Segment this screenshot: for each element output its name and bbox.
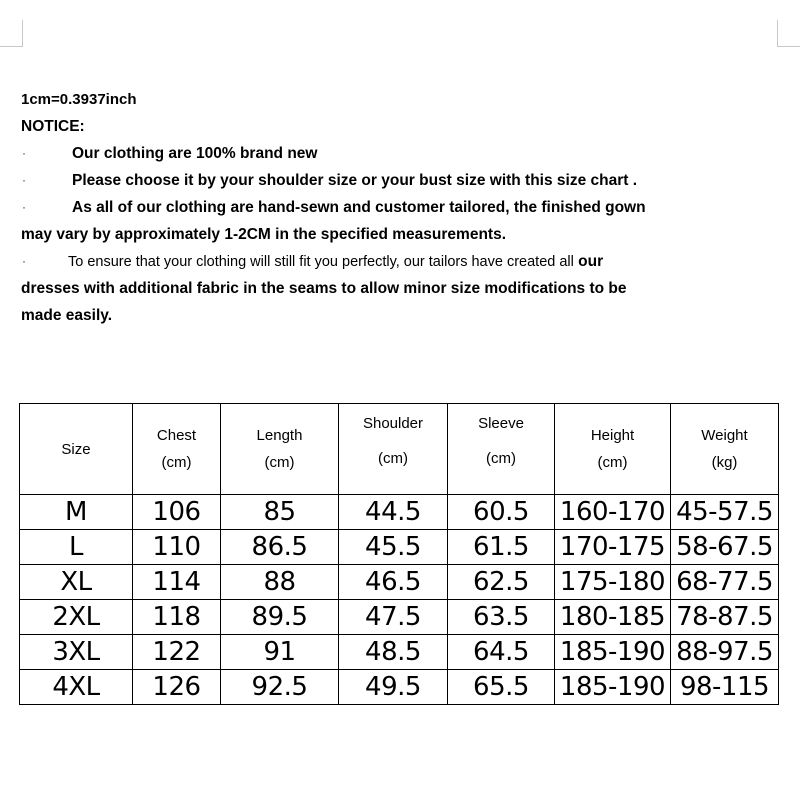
cell-height: 180-185 [555, 600, 671, 635]
bullet-dot: · [22, 146, 26, 160]
cell-weight: 88-97.5 [671, 635, 779, 670]
cell-length: 86.5 [221, 530, 339, 565]
cell-sleeve: 60.5 [448, 495, 555, 530]
cell-weight: 58-67.5 [671, 530, 779, 565]
cell-size: 4XL [20, 670, 133, 705]
bullet-dot: · [22, 173, 26, 187]
header-chest: Chest (cm) [133, 404, 221, 495]
cell-chest: 122 [133, 635, 221, 670]
cell-chest: 126 [133, 670, 221, 705]
notice-section [21, 86, 781, 329]
cell-sleeve: 61.5 [448, 530, 555, 565]
header-size: Size [20, 404, 133, 495]
notice-text-continued: may vary by approximately 1-2CM in the specified measurements. [21, 226, 506, 243]
header-weight: Weight (kg) [671, 404, 779, 495]
table-row [20, 530, 779, 565]
cell-length: 88 [221, 565, 339, 600]
notice-text-bold: our [573, 253, 604, 270]
cell-length: 91 [221, 635, 339, 670]
cell-shoulder: 47.5 [339, 600, 448, 635]
cell-size: 2XL [20, 600, 133, 635]
table-header-row [20, 404, 779, 495]
cell-length: 89.5 [221, 600, 339, 635]
header-shoulder: Shoulder (cm) [339, 404, 448, 495]
cell-sleeve: 65.5 [448, 670, 555, 705]
notice-text: To ensure that your clothing will still fit you perfectly, our tailors have created all [68, 254, 574, 270]
table-row [20, 635, 779, 670]
cell-weight: 68-77.5 [671, 565, 779, 600]
cell-length: 92.5 [221, 670, 339, 705]
bullet-dot: · [22, 254, 26, 268]
notice-text-continued: made easily. [21, 307, 113, 324]
cell-size: L [20, 530, 133, 565]
cell-chest: 114 [133, 565, 221, 600]
notice-text: As all of our clothing are hand-sewn and customer tailored, the finished gown [72, 199, 646, 216]
cell-chest: 118 [133, 600, 221, 635]
header-length: Length (cm) [221, 404, 339, 495]
cell-weight: 45-57.5 [671, 495, 779, 530]
table-row [20, 565, 779, 600]
unit-conversion: 1cm=0.3937inch [21, 91, 137, 108]
cell-shoulder: 45.5 [339, 530, 448, 565]
cell-weight: 98-115 [671, 670, 779, 705]
cell-length: 85 [221, 495, 339, 530]
cell-shoulder: 46.5 [339, 565, 448, 600]
cell-shoulder: 49.5 [339, 670, 448, 705]
cell-weight: 78-87.5 [671, 600, 779, 635]
cell-shoulder: 48.5 [339, 635, 448, 670]
header-sleeve: Sleeve (cm) [448, 404, 555, 495]
table-row [20, 495, 779, 530]
cell-chest: 110 [133, 530, 221, 565]
cell-chest: 106 [133, 495, 221, 530]
table-row [20, 600, 779, 635]
cell-height: 185-190 [555, 670, 671, 705]
notice-item [21, 194, 781, 248]
notice-text: Please choose it by your shoulder size or your bust size with this size chart . [72, 172, 638, 189]
notice-title: NOTICE: [21, 118, 85, 135]
cell-height: 170-175 [555, 530, 671, 565]
notice-text: Our clothing are 100% brand new [72, 145, 318, 162]
notice-item [21, 248, 781, 329]
cell-size: 3XL [20, 635, 133, 670]
page-corner-mark-right [777, 20, 800, 47]
notice-text-continued: dresses with additional fabric in the seams to allow minor size modifications to be [21, 280, 627, 297]
cell-sleeve: 64.5 [448, 635, 555, 670]
cell-sleeve: 62.5 [448, 565, 555, 600]
size-chart-table [19, 403, 779, 705]
header-height: Height (cm) [555, 404, 671, 495]
cell-height: 160-170 [555, 495, 671, 530]
cell-shoulder: 44.5 [339, 495, 448, 530]
notice-item [21, 167, 781, 194]
cell-size: XL [20, 565, 133, 600]
cell-height: 175-180 [555, 565, 671, 600]
notice-item [21, 140, 781, 167]
page-corner-mark-left [0, 20, 23, 47]
cell-height: 185-190 [555, 635, 671, 670]
bullet-dot: · [22, 200, 26, 214]
cell-size: M [20, 495, 133, 530]
cell-sleeve: 63.5 [448, 600, 555, 635]
table-row [20, 670, 779, 705]
